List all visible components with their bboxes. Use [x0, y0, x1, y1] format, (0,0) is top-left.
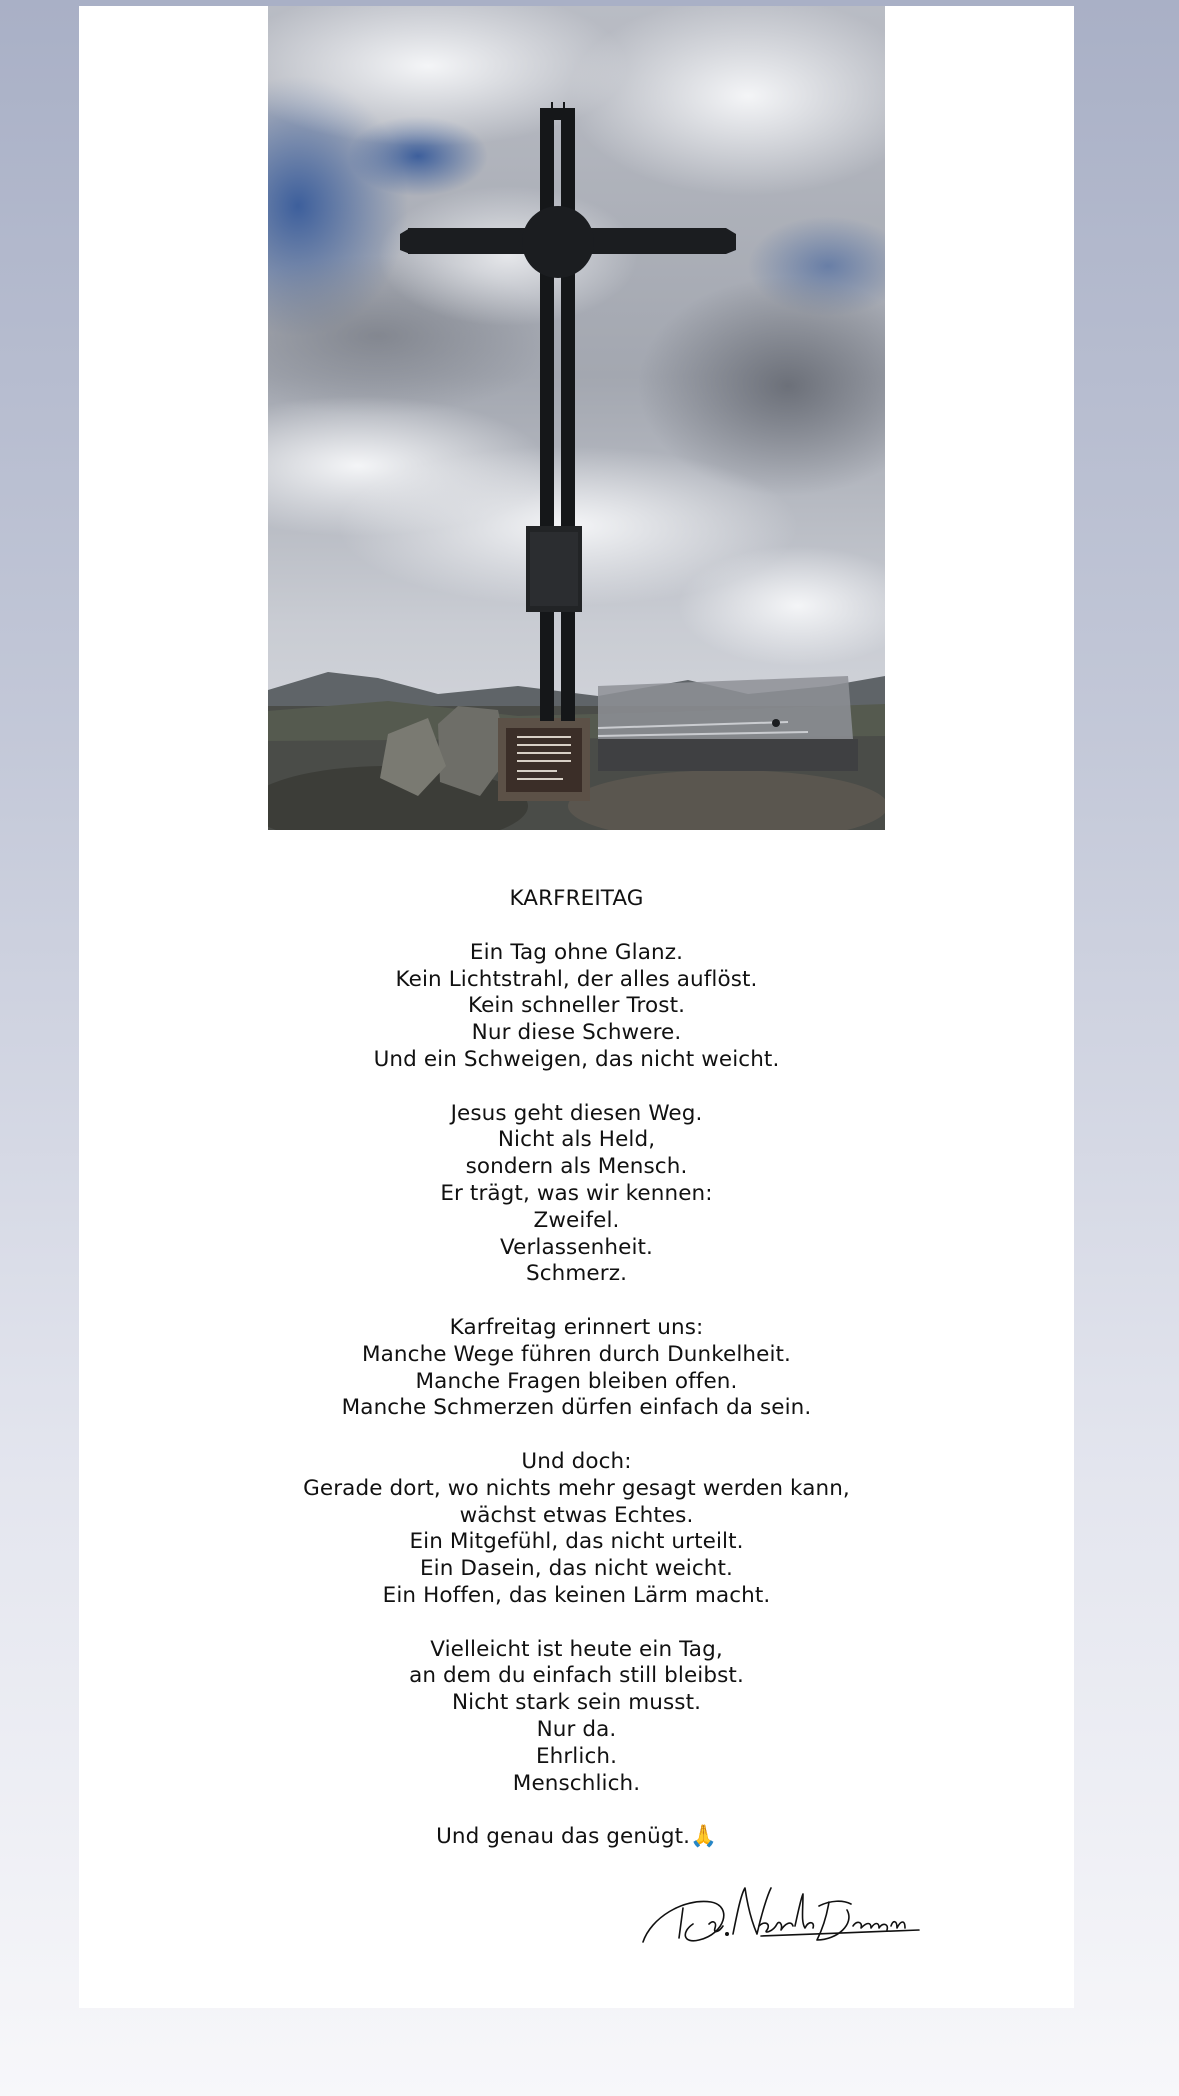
poem-line: Nur da. — [536, 1716, 617, 1742]
poem-line: Nur diese Schwere. — [471, 1020, 682, 1046]
stanza-3 — [79, 1315, 1074, 1422]
poem — [79, 886, 1074, 1851]
poem-title: KARFREITAG — [509, 886, 644, 911]
poem-line: Manche Fragen bleiben offen. — [415, 1368, 738, 1394]
poem-line: Menschlich. — [512, 1770, 641, 1796]
poem-line: Nicht stark sein musst. — [451, 1690, 702, 1716]
poem-line: Vielleicht ist heute ein Tag, — [430, 1636, 723, 1662]
stanza-1 — [79, 940, 1074, 1074]
poem-line: Verlassenheit. — [499, 1234, 653, 1260]
poem-line: Ein Hoffen, das keinen Lärm macht. — [382, 1582, 771, 1608]
document-page — [79, 6, 1074, 2008]
poem-line: Zweifel. — [533, 1207, 620, 1233]
poem-line: Kein schneller Trost. — [467, 993, 686, 1019]
poem-line: Und doch: — [521, 1448, 632, 1474]
poem-line: Und ein Schweigen, das nicht weicht. — [373, 1046, 780, 1072]
summit-cross-photo — [268, 6, 885, 830]
poem-line: Ein Tag ohne Glanz. — [469, 939, 684, 965]
stanza-4 — [79, 1449, 1074, 1610]
poem-line: Jesus geht diesen Weg. — [450, 1100, 703, 1126]
signature-icon — [641, 1880, 921, 1948]
stanza-2 — [79, 1101, 1074, 1289]
poem-line: wächst etwas Echtes. — [459, 1502, 694, 1528]
poem-line: Ein Dasein, das nicht weicht. — [419, 1556, 733, 1582]
poem-line: Schmerz. — [525, 1261, 628, 1287]
poem-line: Gerade dort, wo nichts mehr gesagt werden kann, — [303, 1475, 850, 1501]
poem-line: Karfreitag erinnert uns: — [449, 1314, 704, 1340]
poem-line: Nicht als Held, — [497, 1127, 656, 1153]
poem-line: Kein Lichtstrahl, der alles auflöst. — [395, 966, 758, 992]
poem-line: Manche Schmerzen dürfen einfach da sein. — [341, 1395, 812, 1421]
poem-line: Ein Mitgefühl, das nicht urteilt. — [409, 1529, 744, 1555]
poem-line: Ehrlich. — [535, 1743, 618, 1769]
poem-line: Er trägt, was wir kennen: — [440, 1180, 713, 1206]
poem-line: sondern als Mensch. — [465, 1154, 688, 1180]
poem-line: Manche Wege führen durch Dunkelheit. — [362, 1341, 791, 1367]
poem-closing-line: Und genau das genügt.🙏 — [436, 1824, 717, 1850]
poem-line: an dem du einfach still bleibst. — [409, 1663, 744, 1689]
stanza-5 — [79, 1637, 1074, 1798]
